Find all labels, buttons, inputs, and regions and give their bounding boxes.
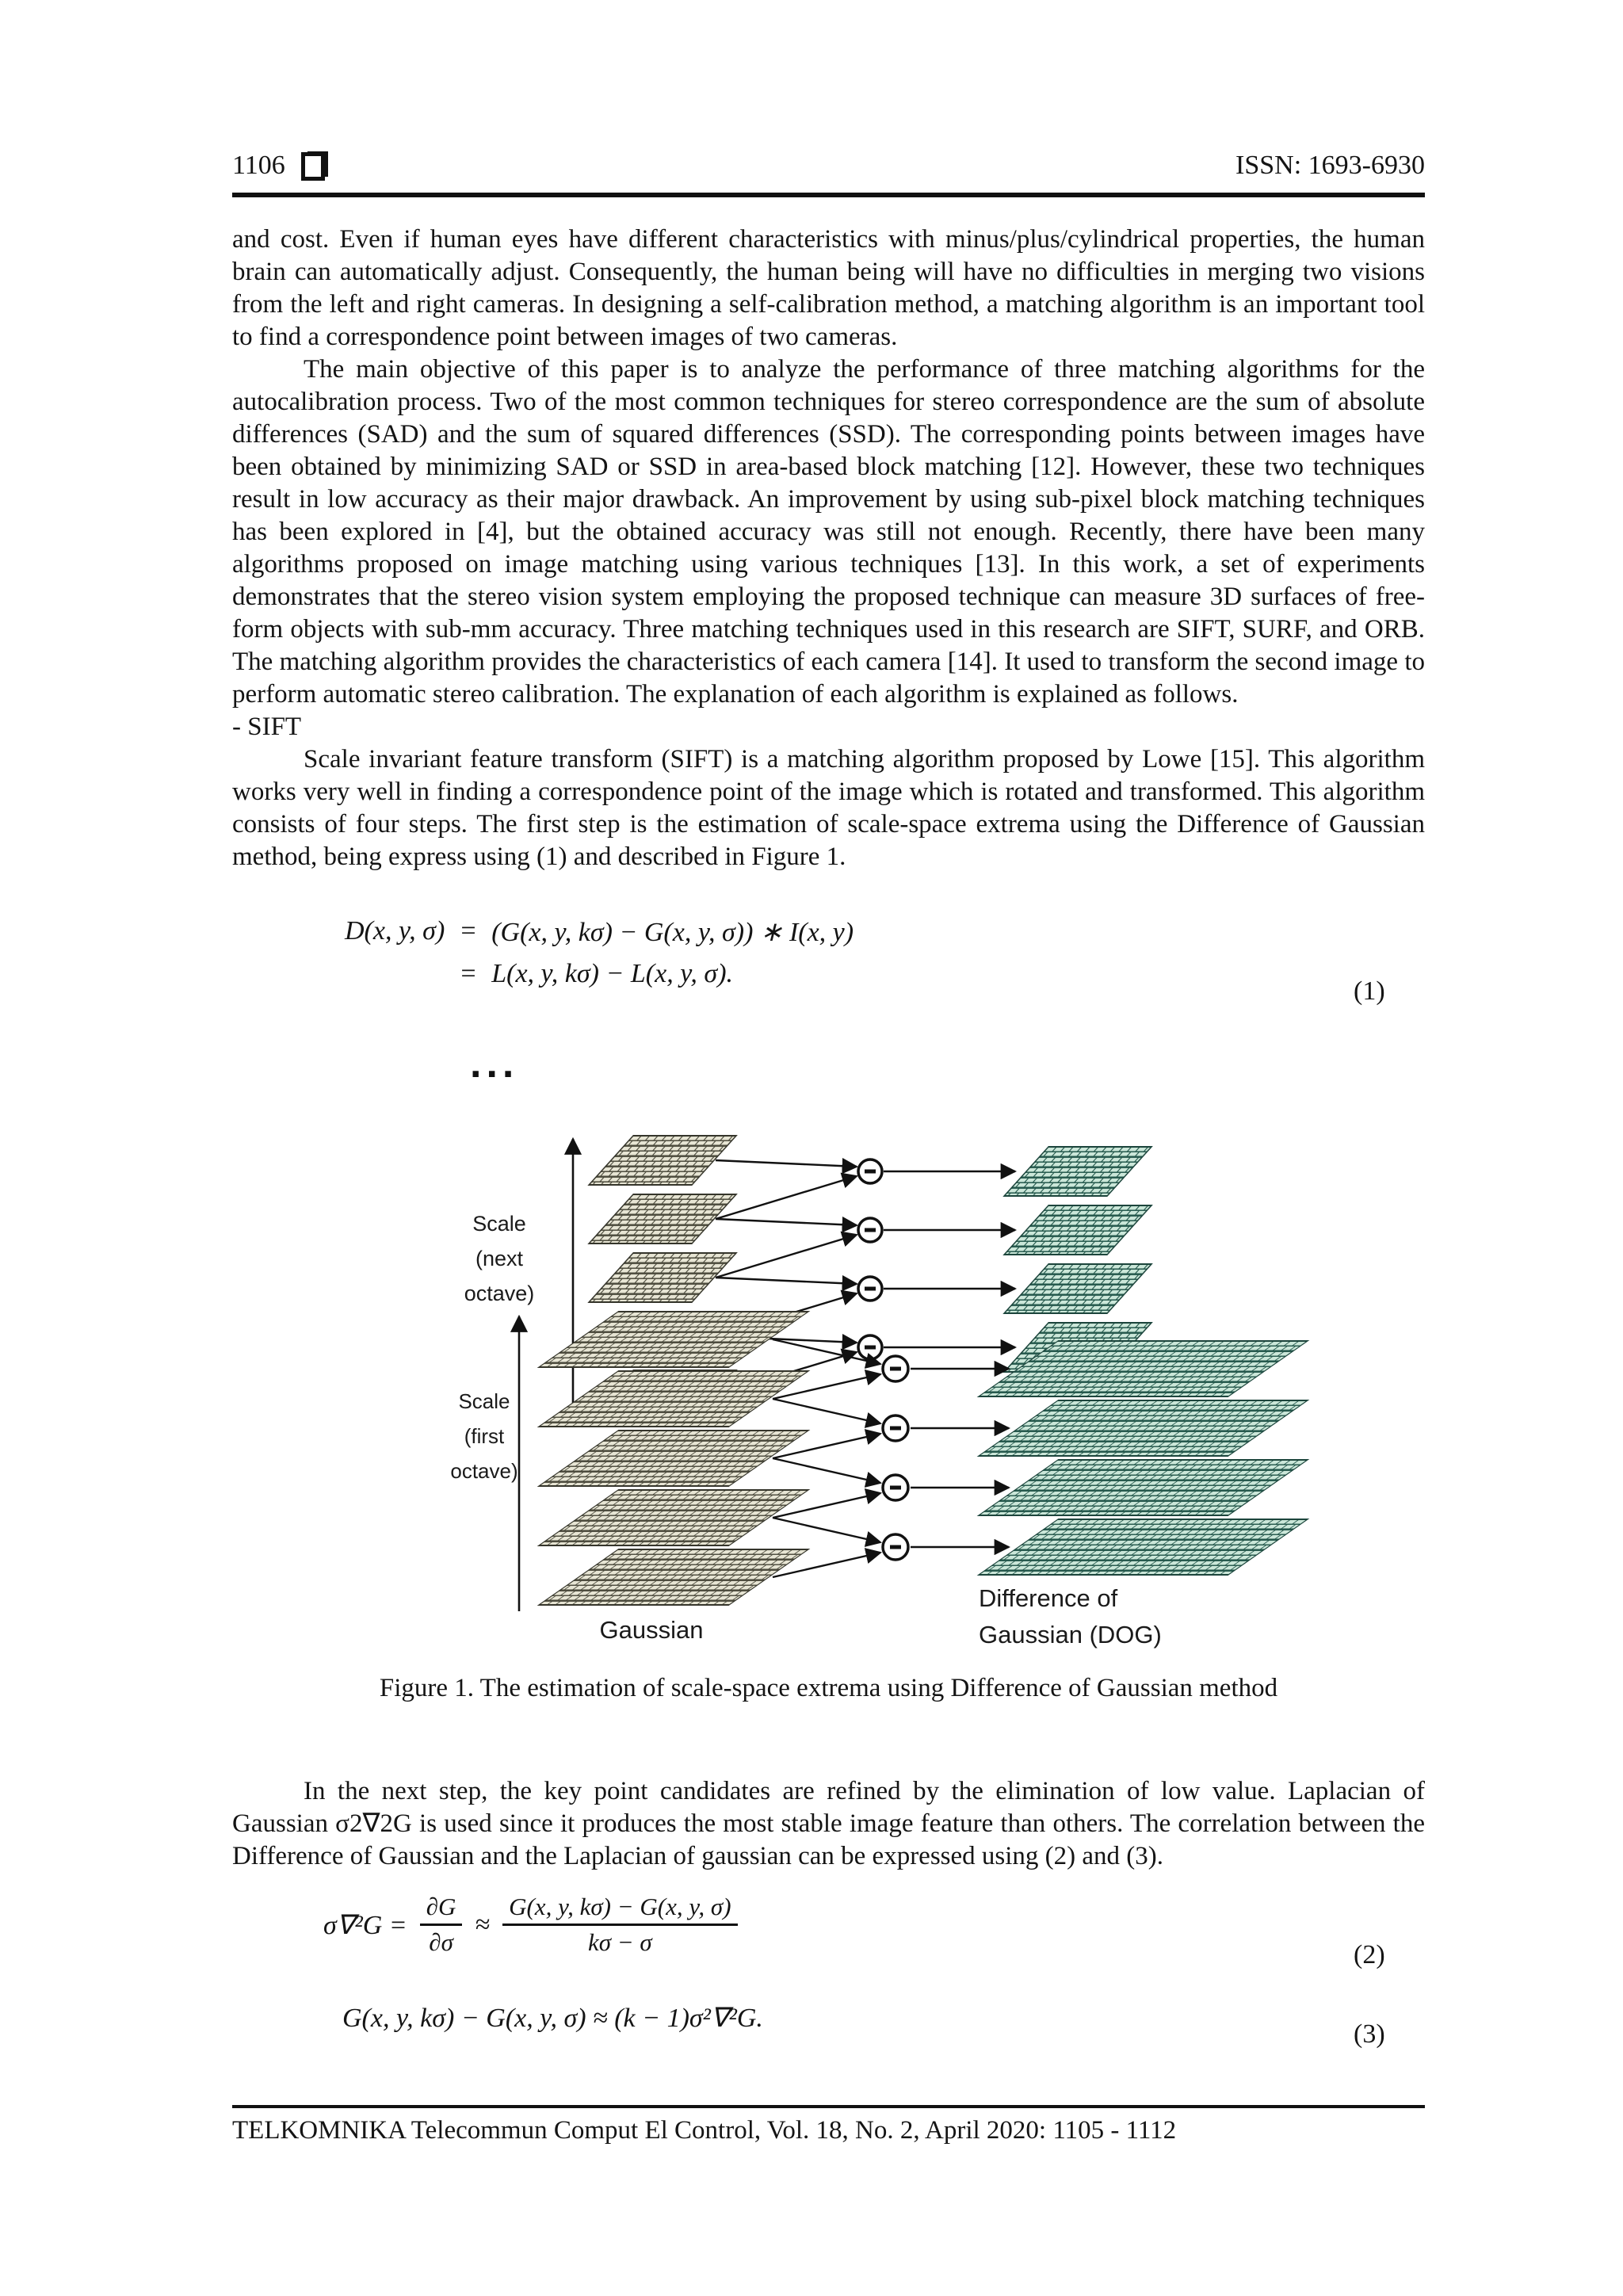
gaussian-layer xyxy=(539,1431,808,1486)
first-octave-group xyxy=(450,1312,1308,1648)
subtract-arrow xyxy=(773,1399,880,1423)
eq1-lhs: D(x, y, σ) xyxy=(345,916,445,946)
subtract-node xyxy=(858,1335,882,1359)
figure-caption: Figure 1. The estimation of scale-space extrema using Difference of Gaussian method xyxy=(379,1674,1278,1702)
equals-sign: = xyxy=(459,959,478,988)
subtract-node xyxy=(883,1475,908,1500)
approx-sign: ≈ xyxy=(475,1909,491,1939)
subtract-arrow xyxy=(716,1176,857,1219)
fraction-numerator: ∂G xyxy=(426,1893,456,1920)
header-left xyxy=(232,151,325,181)
spacer xyxy=(345,959,445,989)
dog-stack-label: Gaussian (DOG) xyxy=(979,1621,1162,1648)
equation-3-number: (3) xyxy=(1354,2019,1385,2049)
dog-layer xyxy=(1004,1264,1151,1313)
subtract-node xyxy=(883,1415,908,1441)
equation-2 xyxy=(323,1893,738,1957)
page-number: 1106 xyxy=(232,151,285,180)
equation-1 xyxy=(345,916,854,989)
fraction-denominator: kσ − σ xyxy=(587,1928,652,1956)
dog-layer xyxy=(979,1400,1308,1456)
fraction-denominator: ∂σ xyxy=(429,1928,453,1956)
paragraph: Scale invariant feature transform (SIFT) is a matching algorithm proposed by Lowe [15]. This algorithm works very well in finding a correspondence point of the image which is rotated and transformed. This algorithm consists of four steps. The first step is the estimation of scale-space extrema using the Difference of Gaussian method, being express using (1) and described in Figure 1. xyxy=(232,745,1425,871)
fraction xyxy=(502,1893,737,1957)
dog-layer xyxy=(979,1519,1308,1575)
dog-layer xyxy=(979,1460,1308,1515)
gaussian-layer xyxy=(539,1371,808,1427)
paragraph: The main objective of this paper is to analyze the performance of three matching algorithms for the autocalibration process. Two of the most common techniques for stereo correspondence are the sum of absolute differences (SAD) and the sum of squared differences (SSD). The corresponding points between images have been obtained by minimizing SAD or SSD in area-based block matching [12]. However, these two techniques result in low accuracy as their major drawback. An improvement by using sub-pixel block matching techniques has been explored in [4], but the obtained accuracy was still not enough. Recently, there have been many algorithms proposed on image matching using various techniques [13]. In this work, a set of experiments demonstrates that the stereo vision system employing the proposed technique can measure 3D surfaces of free-form objects with sub-mm accuracy. Three matching techniques used in this research are SIFT, SURF, and ORB. The matching algorithm provides the characteristics of each camera [14]. It used to transform the second image to perform automatic stereo calibration. The explanation of each algorithm is explained as follows. xyxy=(232,355,1425,709)
paragraph: and cost. Even if human eyes have different characteristics with minus/plus/cylindrical properties, the human brain can automatically adjust. Consequently, the human being will have no difficulties in merging two visions from the left and right cameras. In designing a self-calibration method, a matching algorithm is an important tool to find a correspondence point between images of two cameras. xyxy=(232,225,1425,351)
body-text xyxy=(232,1775,1425,1873)
eq1-rhs-line2: L(x, y, kσ) − L(x, y, σ). xyxy=(491,959,734,988)
gaussian-layer xyxy=(539,1490,808,1545)
subtract-arrow xyxy=(773,1518,880,1542)
scale-first-label: octave) xyxy=(450,1459,518,1483)
subtract-node xyxy=(883,1356,908,1381)
subtract-node xyxy=(858,1159,882,1183)
gaussian-stack-label: Gaussian xyxy=(599,1616,704,1644)
more-octaves-ellipsis: ... xyxy=(470,1050,519,1087)
subtract-arrow xyxy=(716,1235,857,1278)
scale-first-label: Scale xyxy=(458,1389,510,1413)
gaussian-layer xyxy=(539,1549,808,1605)
scale-first-label: (first xyxy=(464,1424,505,1448)
eq1-rhs-line1: (G(x, y, kσ) − G(x, y, σ)) ∗ I(x, y) xyxy=(491,918,854,947)
issn-label: ISSN: 1693-6930 xyxy=(1235,151,1425,180)
fraction xyxy=(420,1893,463,1957)
fraction-numerator: G(x, y, kσ) − G(x, y, σ) xyxy=(509,1893,731,1920)
equation-3: G(x, y, kσ) − G(x, y, σ) ≈ (k − 1)σ²∇²G. xyxy=(342,2004,763,2033)
dog-layer xyxy=(1004,1205,1151,1255)
scale-next-label: Scale xyxy=(472,1212,526,1236)
sift-list-item: - SIFT xyxy=(232,712,302,741)
eq2-lhs: σ∇²G = xyxy=(323,1910,407,1940)
fraction-bar xyxy=(502,1924,737,1926)
subtract-node xyxy=(858,1277,882,1301)
gaussian-layer xyxy=(539,1312,808,1367)
scale-next-label: octave) xyxy=(464,1282,535,1305)
paragraph: In the next step, the key point candidates are refined by the elimination of low value. Laplacian of Gaussian σ2∇2G is used since it produces the most stable image feature than others. The correlation between the Difference of Gaussian and the Laplacian of gaussian can be expressed using (2) and (3). xyxy=(232,1777,1425,1870)
dog-layer xyxy=(1004,1147,1151,1196)
header-rule xyxy=(232,193,1425,197)
figure-1-diagram xyxy=(440,1050,1327,1652)
equation-2-number: (2) xyxy=(1354,1940,1385,1969)
equation-1-number: (1) xyxy=(1354,976,1385,1006)
scale-next-label: (next xyxy=(475,1247,524,1270)
gaussian-layer xyxy=(589,1136,736,1185)
equals-sign: = xyxy=(459,916,478,946)
square-icon xyxy=(301,152,325,181)
gaussian-layer xyxy=(589,1194,736,1244)
footer-journal-line: TELKOMNIKA Telecommun Comput El Control, Vol. 18, No. 2, April 2020: 1105 - 1112 xyxy=(232,2116,1177,2145)
subtract-arrow xyxy=(716,1278,857,1284)
footer-rule xyxy=(232,2105,1425,2108)
page-header xyxy=(232,151,1425,181)
subtract-arrow xyxy=(773,1458,880,1483)
subtract-node xyxy=(883,1534,908,1560)
subtract-arrow xyxy=(716,1160,857,1167)
fraction-bar xyxy=(420,1924,463,1926)
subtract-arrow xyxy=(716,1219,857,1225)
body-text xyxy=(232,223,1425,873)
gaussian-layer xyxy=(589,1253,736,1302)
subtract-node xyxy=(858,1218,882,1242)
dog-stack-label: Difference of xyxy=(979,1584,1118,1612)
